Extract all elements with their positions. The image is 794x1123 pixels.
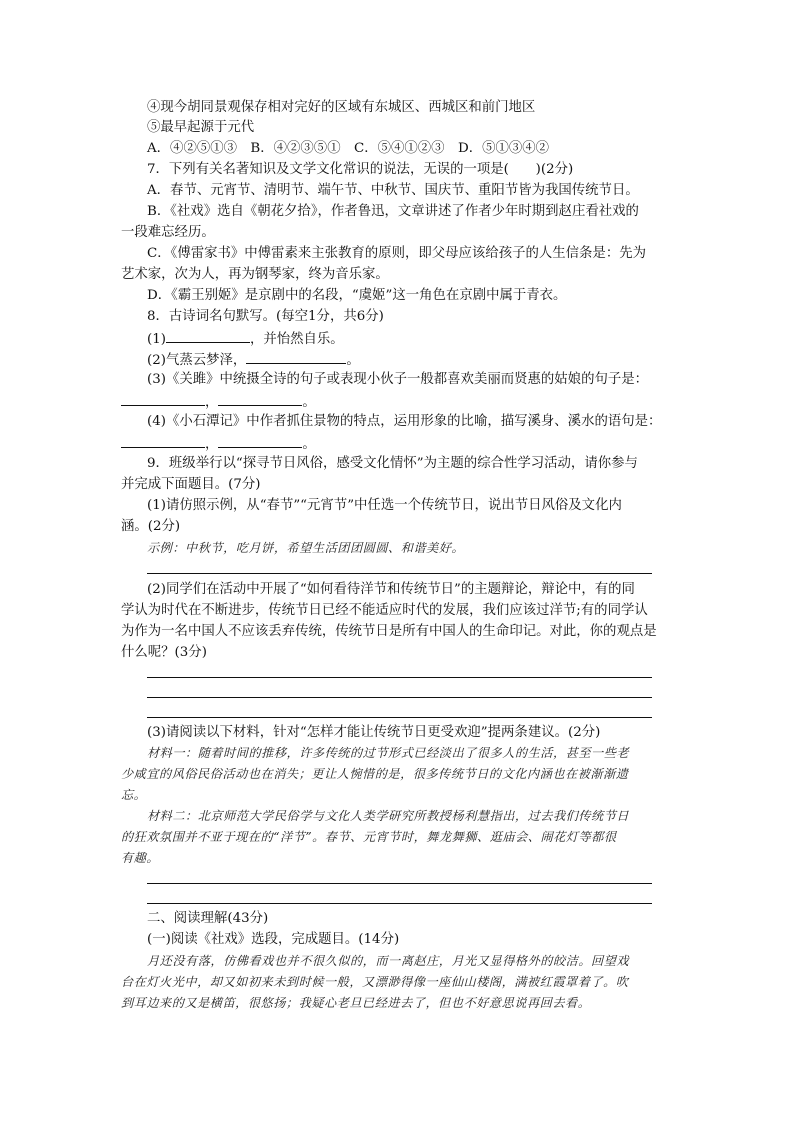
material-2-line3: 有趣。: [121, 851, 160, 865]
answer-blank[interactable]: [121, 391, 205, 406]
q9-2-line2: 学认为时代在不断进步，传统节日已经不能适应时代的发展，我们应该过洋节;有的同学认: [121, 603, 648, 618]
q8-2-suffix: 。: [346, 353, 360, 368]
material-1-line1: 材料一：随着时间的推移，许多传统的过节形式已经淡出了很多人的生活，甚至一些老: [147, 746, 630, 760]
q7-option-a: A．春节、元宵节、清明节、端午节、中秋节、国庆节、重阳节皆为我国传统节日。: [147, 183, 639, 198]
answer-line[interactable]: [147, 903, 652, 904]
q6-item-5: ⑤最早起源于元代: [147, 120, 255, 135]
q8-item-3-line1: (3)《关雎》中统摄全诗的句子或表现小伙子一般都喜欢美丽而贤惠的姑娘的句子是：: [147, 372, 649, 387]
q8-item-1: [147, 328, 344, 350]
material-2-line2: 的狂欢氛围并不亚于现在的“洋节”。春节、元宵节时，舞龙舞狮、逛庙会、闹花灯等都很: [121, 830, 617, 844]
answer-line[interactable]: [147, 717, 652, 718]
answer-line[interactable]: [147, 697, 652, 698]
passage-line1: 月还没有落，仿佛看戏也并不很久似的，而一离赵庄，月光又显得格外的皎洁。回望戏: [147, 954, 630, 968]
q8-3-comma: ，: [205, 395, 219, 410]
section-2-title: 二、阅读理解(43分): [147, 911, 269, 926]
q6-options: A．④②⑤①③ B．④②③⑤① C．⑤④①②③ D．⑤①③④②: [147, 141, 550, 156]
q8-4-period: 。: [302, 437, 316, 452]
q8-item-4-line1: (4)《小石潭记》中作者抓住景物的特点，运用形象的比喻，描写溪身、溪水的语句是：: [147, 414, 662, 429]
q9-stem-line2: 并完成下面题目。(7分): [121, 477, 261, 492]
answer-blank[interactable]: [218, 433, 302, 448]
material-1-line2: 少咸宜的风俗民俗活动也在消失；更让人惋惜的是，很多传统节日的文化内涵也在被渐渐遗: [121, 767, 629, 781]
q7-option-c-line2: 艺术家，次为人，再为钢琴家，终为音乐家。: [121, 267, 389, 282]
q7-option-b-line2: 一段难忘经历。: [121, 225, 215, 240]
q7-option-c-line1: C．《傅雷家书》中傅雷素来主张教育的原则，即父母应该给孩子的人生信条是：先为: [147, 246, 646, 261]
passage-line2: 台在灯火光中，却又如初来未到时候一般，又漂渺得像一座仙山楼阁，满被红霞罩着了。吹: [121, 975, 629, 989]
q9-1-example: 示例：中秋节，吃月饼，希望生活团团圆圆、和谐美好。: [147, 541, 465, 555]
q8-item-3-blanks: [121, 391, 316, 413]
q8-3-period: 。: [302, 395, 316, 410]
q7-stem: 7．下列有关名著知识及文学文化常识的说法，无误的一项是( )(2分): [147, 162, 574, 177]
answer-line[interactable]: [147, 573, 652, 574]
material-1-line3: 忘。: [121, 788, 147, 802]
q9-2-line4: 什么呢？(3分): [121, 645, 207, 660]
q8-2-prefix: (2)气蒸云梦泽，: [147, 353, 247, 368]
q8-stem: 8．古诗词名句默写。(每空1分，共6分): [147, 309, 384, 324]
q8-1-prefix: (1): [147, 332, 166, 347]
q9-stem-line1: 9．班级举行以“探寻节日风俗，感受文化情怀”为主题的综合性学习活动，请你参与: [147, 456, 638, 471]
q6-item-4: ④现今胡同景观保存相对完好的区域有东城区、西城区和前门地区: [147, 100, 536, 115]
q7-option-b-line1: B．《社戏》选自《朝花夕拾》，作者鲁迅，文章讲述了作者少年时期到赵庄看社戏的: [147, 204, 639, 219]
answer-blank[interactable]: [218, 391, 302, 406]
q8-4-comma: ，: [205, 437, 219, 452]
q9-2-line1: (2)同学们在活动中开展了“如何看待洋节和传统节日”的主题辩论，辩论中，有的同: [147, 582, 635, 597]
passage-line3: 到耳边来的又是横笛，很悠扬；我疑心老旦已经进去了，但也不好意思说再回去看。: [121, 996, 591, 1010]
q7-option-d: D．《霸王别姬》是京剧中的名段，“虞姬”这一角色在京剧中属于青衣。: [147, 288, 567, 303]
q8-item-2: [147, 349, 360, 371]
answer-blank[interactable]: [246, 349, 346, 364]
q9-3-stem: (3)请阅读以下材料，针对“怎样才能让传统节日更受欢迎”提两条建议。(2分): [147, 725, 601, 740]
q8-1-text: ，并怡然自乐。: [249, 332, 344, 347]
q8-item-4-blanks: [121, 433, 316, 455]
material-2-line1: 材料二：北京师范大学民俗学与文化人类学研究所教授杨利慧指出，过去我们传统节日: [147, 809, 630, 823]
section-2-subtitle: (一)阅读《社戏》选段，完成题目。(14分): [147, 932, 400, 947]
q9-2-line3: 为作为一名中国人不应该丢弃传统，传统节日是所有中国人的生命印记。对此，你的观点是: [121, 624, 657, 639]
answer-line[interactable]: [147, 677, 652, 678]
q9-1-line1: (1)请仿照示例，从“春节”“元宵节”中任选一个传统节日，说出节日风俗及文化内: [147, 498, 622, 513]
answer-line[interactable]: [147, 883, 652, 884]
q9-1-line2: 涵。(2分): [121, 519, 181, 534]
answer-blank[interactable]: [121, 433, 205, 448]
answer-blank[interactable]: [166, 328, 250, 343]
